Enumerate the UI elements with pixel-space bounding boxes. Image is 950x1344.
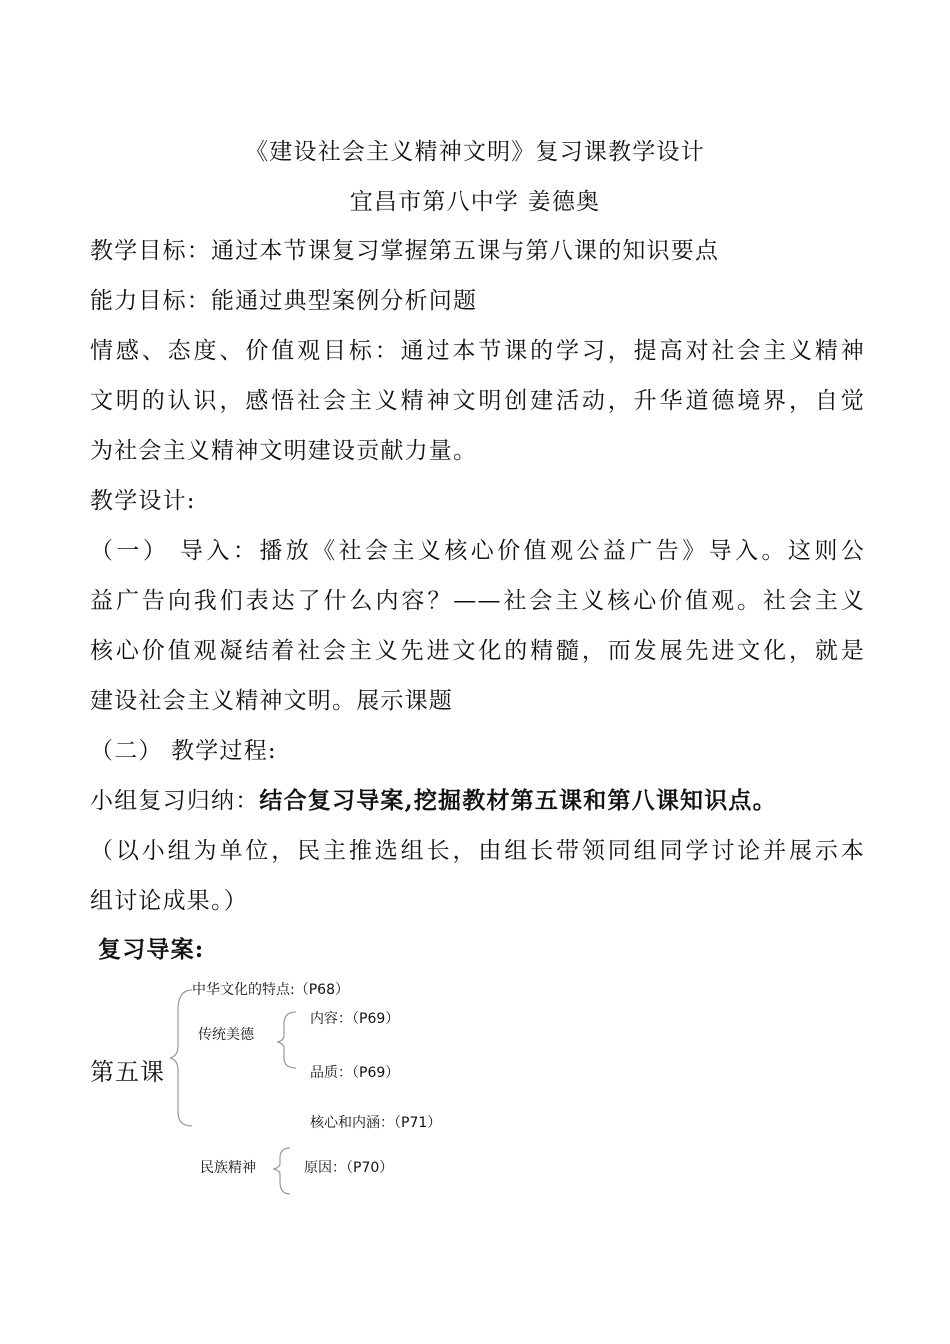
virtue-brace bbox=[278, 1012, 296, 1068]
spirit-brace bbox=[274, 1148, 290, 1194]
intro-line-2: 益广告向我们表达了什么内容？——社会主义核心价值观。社会主义 bbox=[90, 588, 865, 614]
teaching-objective: 教学目标：通过本节课复习掌握第五课与第八课的知识要点 bbox=[90, 238, 720, 264]
outline-virtue-quality: 品质：（P69） bbox=[310, 1065, 400, 1081]
intro-line-4: 建设社会主义精神文明。展示课题 bbox=[90, 688, 453, 714]
intro-line-3: 核心价值观凝结着社会主义先进文化的精髓，而发展先进文化，就是 bbox=[90, 638, 865, 664]
group-review-task: 结合复习导案,挖掘教材第五课和第八课知识点。 bbox=[259, 787, 777, 814]
outline-core-connotation: 核心和内涵：（P71） bbox=[310, 1115, 442, 1131]
group-note-line-2: 组讨论成果。） bbox=[90, 888, 248, 914]
document-title: 《建设社会主义精神文明》复习课教学设计 bbox=[245, 139, 705, 165]
emotion-objective-line-2: 文明的认识，感悟社会主义精神文明创建活动，升华道德境界，自觉 bbox=[90, 388, 865, 414]
emotion-objective-line-1: 情感、态度、价值观目标：通过本节课的学习，提高对社会主义精神 bbox=[90, 338, 865, 364]
emotion-objective-line-3: 为社会主义精神文明建设贡献力量。 bbox=[90, 438, 478, 464]
guide-heading: 复习导案: bbox=[98, 936, 205, 963]
group-note-line-1: （以小组为单位，民主推选组长，由组长带领同组同学讨论并展示本 bbox=[90, 838, 865, 864]
design-heading: 教学设计: bbox=[90, 488, 196, 514]
process-heading: （二） 教学过程: bbox=[90, 738, 277, 764]
ability-objective: 能力目标：能通过典型案例分析问题 bbox=[90, 288, 478, 314]
group-review-label: 小组复习归纳： bbox=[90, 788, 260, 814]
outline-spirit: 民族精神 bbox=[200, 1160, 256, 1176]
outline-culture: 中华文化的特点:（P68） bbox=[192, 982, 349, 998]
outline-virtue: 传统美德 bbox=[198, 1027, 254, 1043]
document-author: 宜昌市第八中学 姜德奥 bbox=[349, 189, 601, 215]
outline-spirit-reason: 原因：（P70） bbox=[304, 1160, 394, 1176]
chapter-brace bbox=[170, 990, 192, 1126]
outline-chapter: 第五课 bbox=[90, 1058, 165, 1086]
intro-line-1: （一） 导入：播放《社会主义核心价值观公益广告》导入。这则公 bbox=[90, 538, 865, 564]
outline-virtue-content: 内容：（P69） bbox=[310, 1011, 400, 1027]
